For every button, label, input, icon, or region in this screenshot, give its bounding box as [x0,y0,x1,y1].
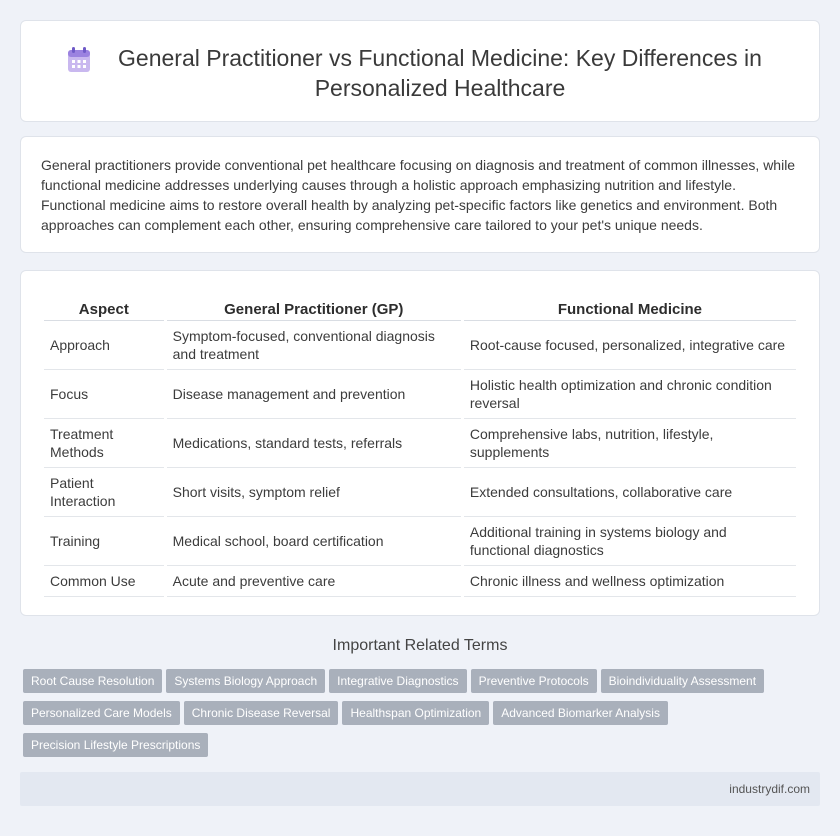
tag-advanced-biomarker-analysis[interactable]: Advanced Biomarker Analysis [493,701,668,725]
tag-precision-lifestyle-prescriptions[interactable]: Precision Lifestyle Prescriptions [23,733,208,757]
cell-functional: Chronic illness and wellness optimization [464,566,796,597]
cell-gp: Medical school, board certification [167,517,461,566]
related-tags [23,669,803,765]
tag-personalized-care-models[interactable]: Personalized Care Models [23,701,180,725]
page-title: General Practitioner vs Functional Medicine: Key Differences in Personalized Healthcare [118,45,762,101]
tag-bioindividuality-assessment[interactable]: Bioindividuality Assessment [601,669,764,693]
tag-integrative-diagnostics[interactable]: Integrative Diagnostics [329,669,466,693]
cell-gp: Acute and preventive care [167,566,461,597]
tag-root-cause-resolution[interactable]: Root Cause Resolution [23,669,162,693]
header-gp: General Practitioner (GP) [167,293,461,321]
cell-functional: Holistic health optimization and chronic condition reversal [464,370,796,419]
cell-functional: Comprehensive labs, nutrition, lifestyle, supplements [464,419,796,468]
table-row [44,517,796,566]
cell-gp: Symptom-focused, conventional diagnosis and treatment [167,321,461,370]
cell-aspect: Training [44,517,164,566]
cell-gp: Medications, standard tests, referrals [167,419,461,468]
footer-site-link[interactable]: industrydif.com [729,782,810,796]
tag-systems-biology-approach[interactable]: Systems Biology Approach [166,669,325,693]
footer [20,772,820,806]
cell-functional: Additional training in systems biology and functional diagnostics [464,517,796,566]
comparison-table [41,293,799,597]
tag-chronic-disease-reversal[interactable]: Chronic Disease Reversal [184,701,339,725]
table-header-row [44,293,796,321]
table-row [44,566,796,597]
table-row [44,468,796,517]
related-terms-heading: Important Related Terms [332,637,508,654]
header-functional: Functional Medicine [464,293,796,321]
cell-functional: Root-cause focused, personalized, integrative care [464,321,796,370]
cell-functional: Extended consultations, collaborative care [464,468,796,517]
cell-aspect: Approach [44,321,164,370]
cell-aspect: Patient Interaction [44,468,164,517]
table-row [44,419,796,468]
cell-aspect: Focus [44,370,164,419]
tag-healthspan-optimization[interactable]: Healthspan Optimization [342,701,489,725]
comparison-card [20,270,820,616]
header-aspect: Aspect [44,293,164,321]
title-card [20,20,820,122]
cell-gp: Short visits, symptom relief [167,468,461,517]
tag-preventive-protocols[interactable]: Preventive Protocols [471,669,597,693]
intro-paragraph: General practitioners provide conventional pet healthcare focusing on diagnosis and treatment of common illnesses, while functional medicine addresses underlying causes through a holistic approach emphasizing nutrition and lifestyle. Functional medicine aims to restore overall health by analyzing pet-specific factors like genetics and environment. Both approaches can complement each other, ensuring comprehensive care tailored to your pet's unique needs. [41,157,796,233]
intro-card [20,136,820,253]
cell-aspect: Common Use [44,566,164,597]
cell-gp: Disease management and prevention [167,370,461,419]
table-row [44,370,796,419]
table-row [44,321,796,370]
cell-aspect: Treatment Methods [44,419,164,468]
